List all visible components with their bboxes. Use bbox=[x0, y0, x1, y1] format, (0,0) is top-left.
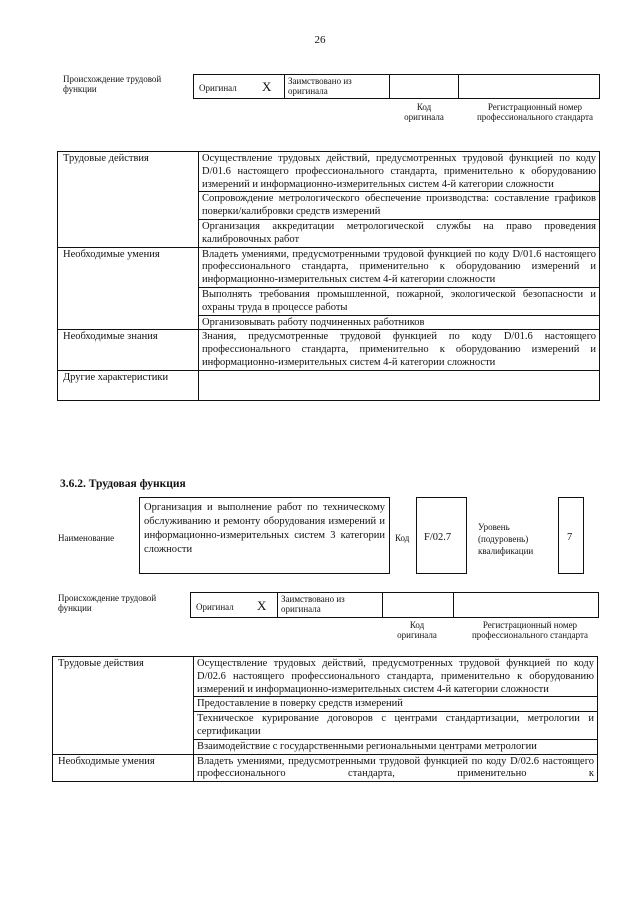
row-label: Необходимые знания bbox=[58, 330, 199, 370]
level-label: Уровень (подуровень) квалификации bbox=[478, 522, 534, 556]
origin-reg-cell bbox=[453, 592, 599, 618]
origin-borrowed-cell bbox=[277, 592, 383, 618]
table-cell: Сопровождение метрологического обеспечение производства: составление графиков поверки/калибровки средств измерений bbox=[199, 192, 600, 220]
table-cell: Осуществление трудовых действий, предусмотренных трудовой функцией по коду D/01.6 настоящего профессионального стандарта, применительно к оборудованию измерений и информационно-измерительных систем 4-й категории сложности bbox=[199, 152, 600, 192]
table-cell: Техническое курирование договоров с центрами стандартизации, метрологии и сертификации bbox=[194, 712, 598, 740]
level-value: 7 bbox=[567, 532, 573, 543]
original-mark: X bbox=[257, 598, 267, 613]
section-heading: 3.6.2. Трудовая функция bbox=[60, 478, 186, 490]
row-label: Трудовые действия bbox=[53, 657, 194, 755]
borrowed-label: Заимствовано из оригинала bbox=[288, 76, 352, 96]
function-name: Организация и выполнение работ по техническому обслуживанию и ремонту оборудования измерений и информационно-измерительных систем 3 категории сложности bbox=[139, 497, 390, 574]
code-caption: Код оригинала bbox=[397, 620, 437, 640]
table-cell: Знания, предусмотренные трудовой функцией по коду D/01.6 настоящего профессионального стандарта, применительно к оборудованию измерений и информационно-измерительных систем 4-й категории сложности bbox=[199, 330, 600, 370]
table-cell: Взаимодействие с государственными региональными центрами метрологии bbox=[194, 739, 598, 754]
labor-table-2 bbox=[52, 656, 598, 782]
origin-original-cell bbox=[190, 592, 278, 618]
table-cell: Владеть умениями, предусмотренными трудовой функцией по коду D/02.6 настоящего профессионального стандарта, применительно к bbox=[194, 754, 598, 782]
row-label: Необходимые умения bbox=[53, 754, 194, 782]
table-cell: Организовывать работу подчиненных работников bbox=[199, 315, 600, 330]
origin-code-cell bbox=[389, 74, 459, 99]
row-label: Трудовые действия bbox=[58, 152, 199, 248]
original-label: Оригинал bbox=[199, 83, 237, 93]
origin-borrowed-cell bbox=[284, 74, 390, 99]
table-cell: Предоставление в поверку средств измерений bbox=[194, 697, 598, 712]
origin-original-cell bbox=[193, 74, 285, 99]
name-label: Наименование bbox=[58, 533, 115, 543]
table-cell: Осуществление трудовых действий, предусмотренных трудовой функцией по коду D/02.6 настоящего профессионального стандарта, применительно к оборудованию измерений и информационно-измерительных систем 4-й категории сложности bbox=[194, 657, 598, 697]
reg-caption: Регистрационный номер профессионального стандарта bbox=[471, 620, 589, 640]
code-caption: Код оригинала bbox=[404, 102, 444, 122]
code-label: Код bbox=[395, 533, 410, 543]
page-number: 26 bbox=[314, 34, 326, 46]
reg-caption: Регистрационный номер профессионального стандарта bbox=[476, 102, 594, 122]
row-label: Другие характеристики bbox=[58, 370, 199, 400]
table-cell bbox=[199, 370, 600, 400]
function-code-cell bbox=[416, 497, 467, 574]
origin-label: Происхождение трудовой функции bbox=[63, 74, 162, 94]
table-cell: Выполнять требования промышленной, пожарной, экологической безопасности и охраны труда в процессе работы bbox=[199, 287, 600, 315]
origin-code-cell bbox=[382, 592, 454, 618]
level-cell bbox=[558, 497, 584, 574]
labor-table-1 bbox=[57, 151, 600, 401]
function-code: F/02.7 bbox=[424, 532, 452, 543]
original-label: Оригинал bbox=[196, 602, 234, 612]
original-mark: X bbox=[262, 79, 272, 94]
borrowed-label: Заимствовано из оригинала bbox=[281, 594, 345, 614]
table-cell: Владеть умениями, предусмотренными трудовой функцией по коду D/01.6 настоящего профессионального стандарта, применительно к оборудованию измерений и информационно-измерительных систем 4-й категории сложности bbox=[199, 247, 600, 287]
table-cell: Организация аккредитации метрологической службы на право проведения калибровочных работ bbox=[199, 219, 600, 247]
origin-reg-cell bbox=[458, 74, 600, 99]
row-label: Необходимые умения bbox=[58, 247, 199, 330]
origin-label: Происхождение трудовой функции bbox=[58, 593, 157, 613]
